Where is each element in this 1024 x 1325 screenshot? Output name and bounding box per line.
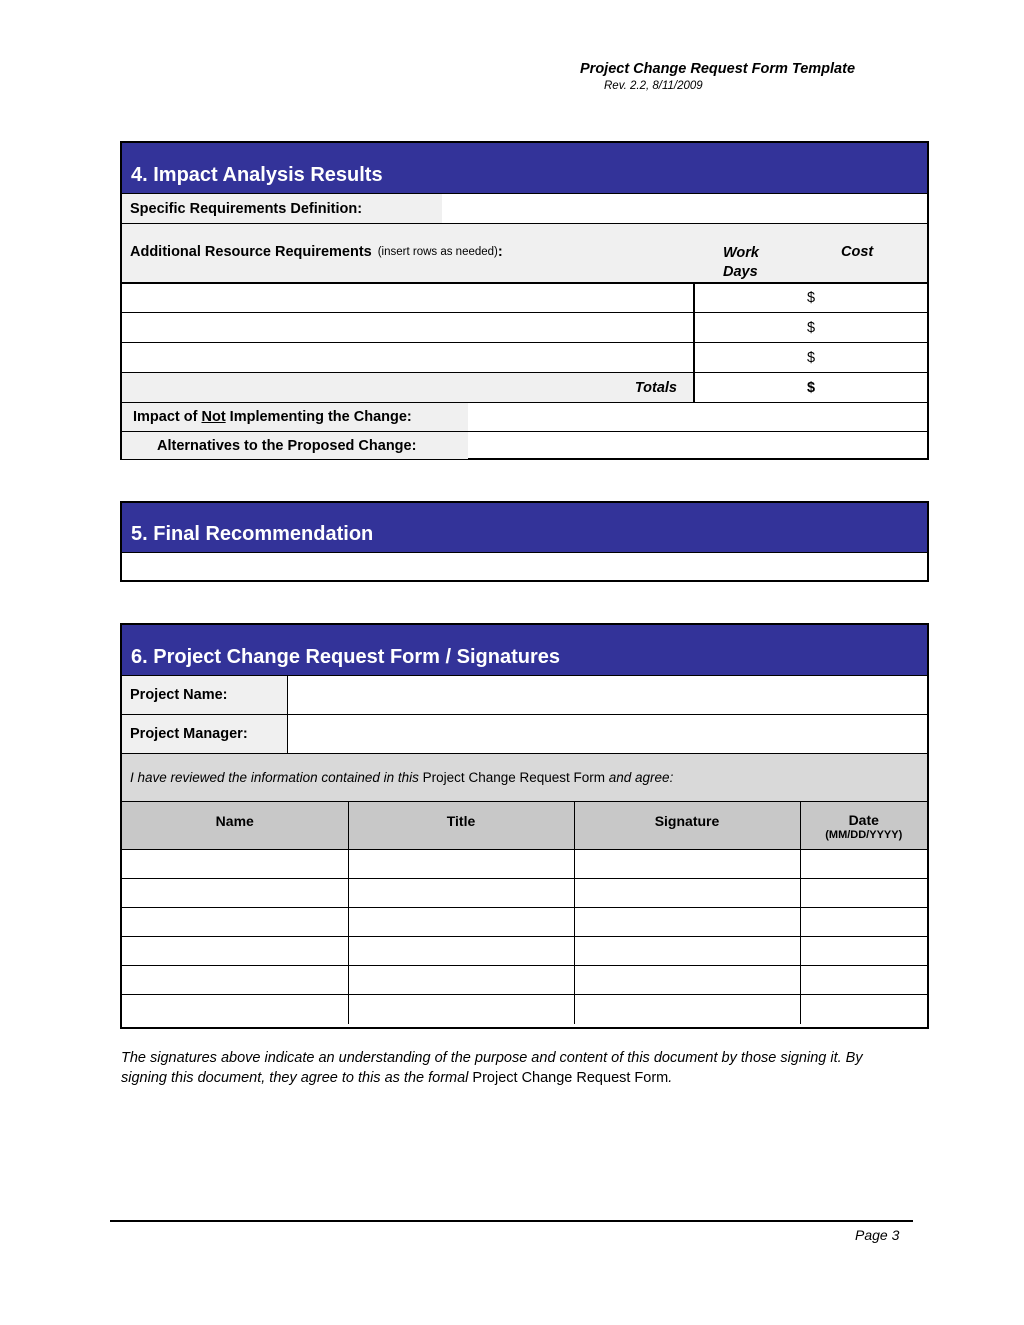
impact-label-not: Not [201,409,226,425]
totals-cost: $ [807,379,816,396]
section-4-heading: 4. Impact Analysis Results [122,143,927,193]
project-name-label: Project Name: [122,676,288,714]
signature-table-header [122,802,927,850]
signer-date-field[interactable] [800,850,927,879]
signature-note-end: . [668,1070,673,1086]
signer-signature-field[interactable] [574,850,800,879]
cost-header: Cost [841,244,874,260]
additional-resources-title: Additional Resource Requirements [130,244,372,260]
resource-row [122,312,927,342]
date-format-label: (MM/DD/YYYY) [825,829,903,841]
section-6-heading: 6. Project Change Request Form / Signatures [122,625,927,675]
signer-date-field[interactable] [800,908,927,937]
signer-date-field[interactable] [800,879,927,908]
signer-date-field[interactable] [800,995,927,1024]
alternatives-row [122,431,927,459]
review-statement-pre: I have reviewed the information contained in this [130,770,423,785]
signer-title-field[interactable] [348,966,574,995]
signer-name-field[interactable] [122,966,348,995]
totals-label: Totals [122,373,695,402]
alternatives-field[interactable] [468,432,927,459]
signature-row [122,937,927,966]
signer-title-field[interactable] [348,879,574,908]
project-manager-label: Project Manager: [122,715,288,753]
review-statement-form: Project Change Request Form [422,770,606,785]
signature-row [122,850,927,879]
project-name-field[interactable] [288,676,927,714]
resource-description-field[interactable] [122,284,695,312]
totals-row [122,372,927,402]
resource-work-days-field[interactable] [695,343,807,372]
impact-label [122,403,468,431]
signature-note-text: The signatures above indicate an understanding of the purpose and content of this document by those signing it. By signing this document, they agree to this as the formal [121,1050,863,1086]
signature-row [122,966,927,995]
resource-cost-field[interactable]: $ [807,319,816,336]
impact-field[interactable] [468,403,927,431]
signer-signature-field[interactable] [574,879,800,908]
signer-title-field[interactable] [348,995,574,1024]
signer-title-field[interactable] [348,908,574,937]
project-manager-row [122,714,927,753]
project-name-row [122,675,927,714]
project-manager-field[interactable] [288,715,927,753]
specific-requirements-row [122,193,927,223]
totals-work-days [695,373,807,402]
signer-signature-field[interactable] [574,937,800,966]
signer-date-field[interactable] [800,966,927,995]
impact-analysis-section [120,141,929,460]
resource-cost-field[interactable]: $ [807,349,816,366]
review-statement [122,754,673,801]
signer-name-field[interactable] [122,995,348,1024]
signer-title-field[interactable] [348,850,574,879]
signer-name-field[interactable] [122,850,348,879]
resource-row [122,282,927,312]
work-days-header: Work Days [723,245,759,280]
signatures-section [120,623,929,1029]
specific-requirements-label: Specific Requirements Definition: [122,194,442,223]
signature-table [122,801,927,1024]
signer-name-field[interactable] [122,908,348,937]
resource-description-field[interactable] [122,343,695,372]
resource-description-field[interactable] [122,313,695,342]
additional-resources-label [122,224,693,282]
signature-row [122,879,927,908]
signature-note [121,1048,901,1088]
resource-work-days-field[interactable] [695,313,807,342]
impact-label-post: Implementing the Change: [225,409,412,425]
document-revision: Rev. 2.2, 8/11/2009 [604,80,703,92]
document-title: Project Change Request Form Template [580,61,856,77]
name-column-header: Name [122,802,348,850]
signature-column-header: Signature [574,802,800,850]
additional-resources-note: (insert rows as needed) [377,246,498,258]
resource-work-days-field[interactable] [695,284,807,312]
signature-note-form-name: Project Change Request Form [472,1070,669,1086]
signer-title-field[interactable] [348,937,574,966]
footer-divider [110,1220,913,1222]
title-column-header: Title [348,802,574,850]
signer-name-field[interactable] [122,879,348,908]
additional-resources-header [122,223,927,282]
signature-row [122,908,927,937]
page-number: Page 3 [855,1227,900,1243]
signer-signature-field[interactable] [574,908,800,937]
review-statement-row [122,753,927,801]
signature-row [122,995,927,1024]
signer-signature-field[interactable] [574,966,800,995]
alternatives-label: Alternatives to the Proposed Change: [122,432,468,459]
date-column-label: Date [848,812,879,828]
impact-label-pre: Impact of [133,409,202,425]
signer-signature-field[interactable] [574,995,800,1024]
section-5-heading: 5. Final Recommendation [122,503,927,552]
specific-requirements-field[interactable] [442,194,927,223]
review-statement-post: and agree: [605,770,674,785]
resource-cost-field[interactable]: $ [807,290,816,306]
final-recommendation-field[interactable] [122,552,927,580]
impact-row [122,402,927,431]
date-column-header [800,802,927,850]
signer-name-field[interactable] [122,937,348,966]
resource-row [122,342,927,372]
signer-date-field[interactable] [800,937,927,966]
final-recommendation-section [120,501,929,582]
additional-resources-colon: : [497,244,503,260]
